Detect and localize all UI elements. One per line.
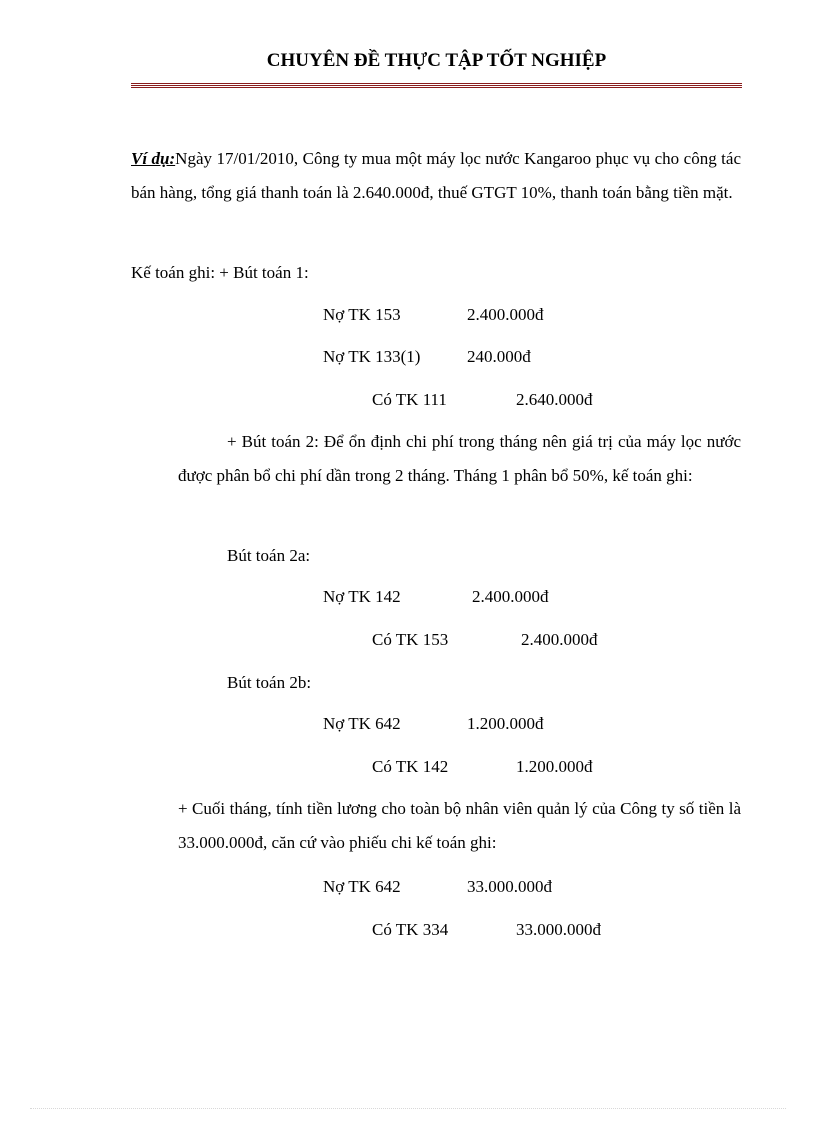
- entry2b-debit-642-amount: 1.200.000đ: [467, 714, 544, 733]
- entry2a-label: Bút toán 2a:: [227, 546, 311, 565]
- entry1-debit-133-amount: 240.000đ: [467, 347, 531, 366]
- footer-dotted-rule: [30, 1108, 786, 1110]
- page-title: CHUYÊN ĐỀ THỰC TẬP TỐT NGHIỆP: [266, 50, 607, 71]
- entry2a-debit-142-account: Nợ TK 142: [323, 587, 401, 606]
- title-divider: [131, 83, 742, 89]
- entry3-debit-642-amount: 33.000.000đ: [467, 877, 552, 896]
- example-paragraph: [131, 142, 741, 210]
- entry3-paragraph: + Cuối tháng, tính tiền lương cho toàn bộ nhân viên quản lý của Công ty số tiền là 33.000.000đ, căn cứ vào phiếu chi kế toán ghi:: [178, 799, 741, 852]
- entry1-credit-111-account: Có TK 111: [372, 390, 447, 409]
- entry3-credit-334-account: Có TK 334: [372, 920, 449, 939]
- entry2b-credit-142-account: Có TK 142: [372, 757, 449, 776]
- entry3-debit-642-account: Nợ TK 642: [323, 877, 401, 896]
- example-text: Ngày 17/01/2010, Công ty mua một máy lọc nước Kangaroo phục vụ cho công tác bán hàng, tổng giá thanh toán là 2.640.000đ, thuế GTGT 10%, thanh toán bằng tiền mặt.: [131, 149, 741, 202]
- entry2b-credit-142-amount: 1.200.000đ: [516, 757, 593, 776]
- entry1-debit-153-amount: 2.400.000đ: [467, 305, 544, 324]
- entry2-paragraph: + Bút toán 2: Để ổn định chi phí trong tháng nên giá trị của máy lọc nước được phân bổ chi phí dần trong 2 tháng. Tháng 1 phân bổ 50%, kế toán ghi:: [178, 432, 741, 485]
- entry1-debit-133-account: Nợ TK 133(1): [323, 347, 421, 366]
- entry2b-label: Bút toán 2b:: [227, 673, 312, 692]
- entry1-intro: Kế toán ghi: + Bút toán 1:: [131, 263, 309, 282]
- entry2a-credit-153-amount: 2.400.000đ: [521, 630, 598, 649]
- entry3-credit-334-amount: 33.000.000đ: [516, 920, 601, 939]
- entry2b-debit-642-account: Nợ TK 642: [323, 714, 401, 733]
- example-label: Ví dụ:: [131, 149, 176, 168]
- entry1-debit-153-account: Nợ TK 153: [323, 305, 401, 324]
- entry1-credit-111-amount: 2.640.000đ: [516, 390, 593, 409]
- entry2a-credit-153-account: Có TK 153: [372, 630, 449, 649]
- entry2a-debit-142-amount: 2.400.000đ: [472, 587, 549, 606]
